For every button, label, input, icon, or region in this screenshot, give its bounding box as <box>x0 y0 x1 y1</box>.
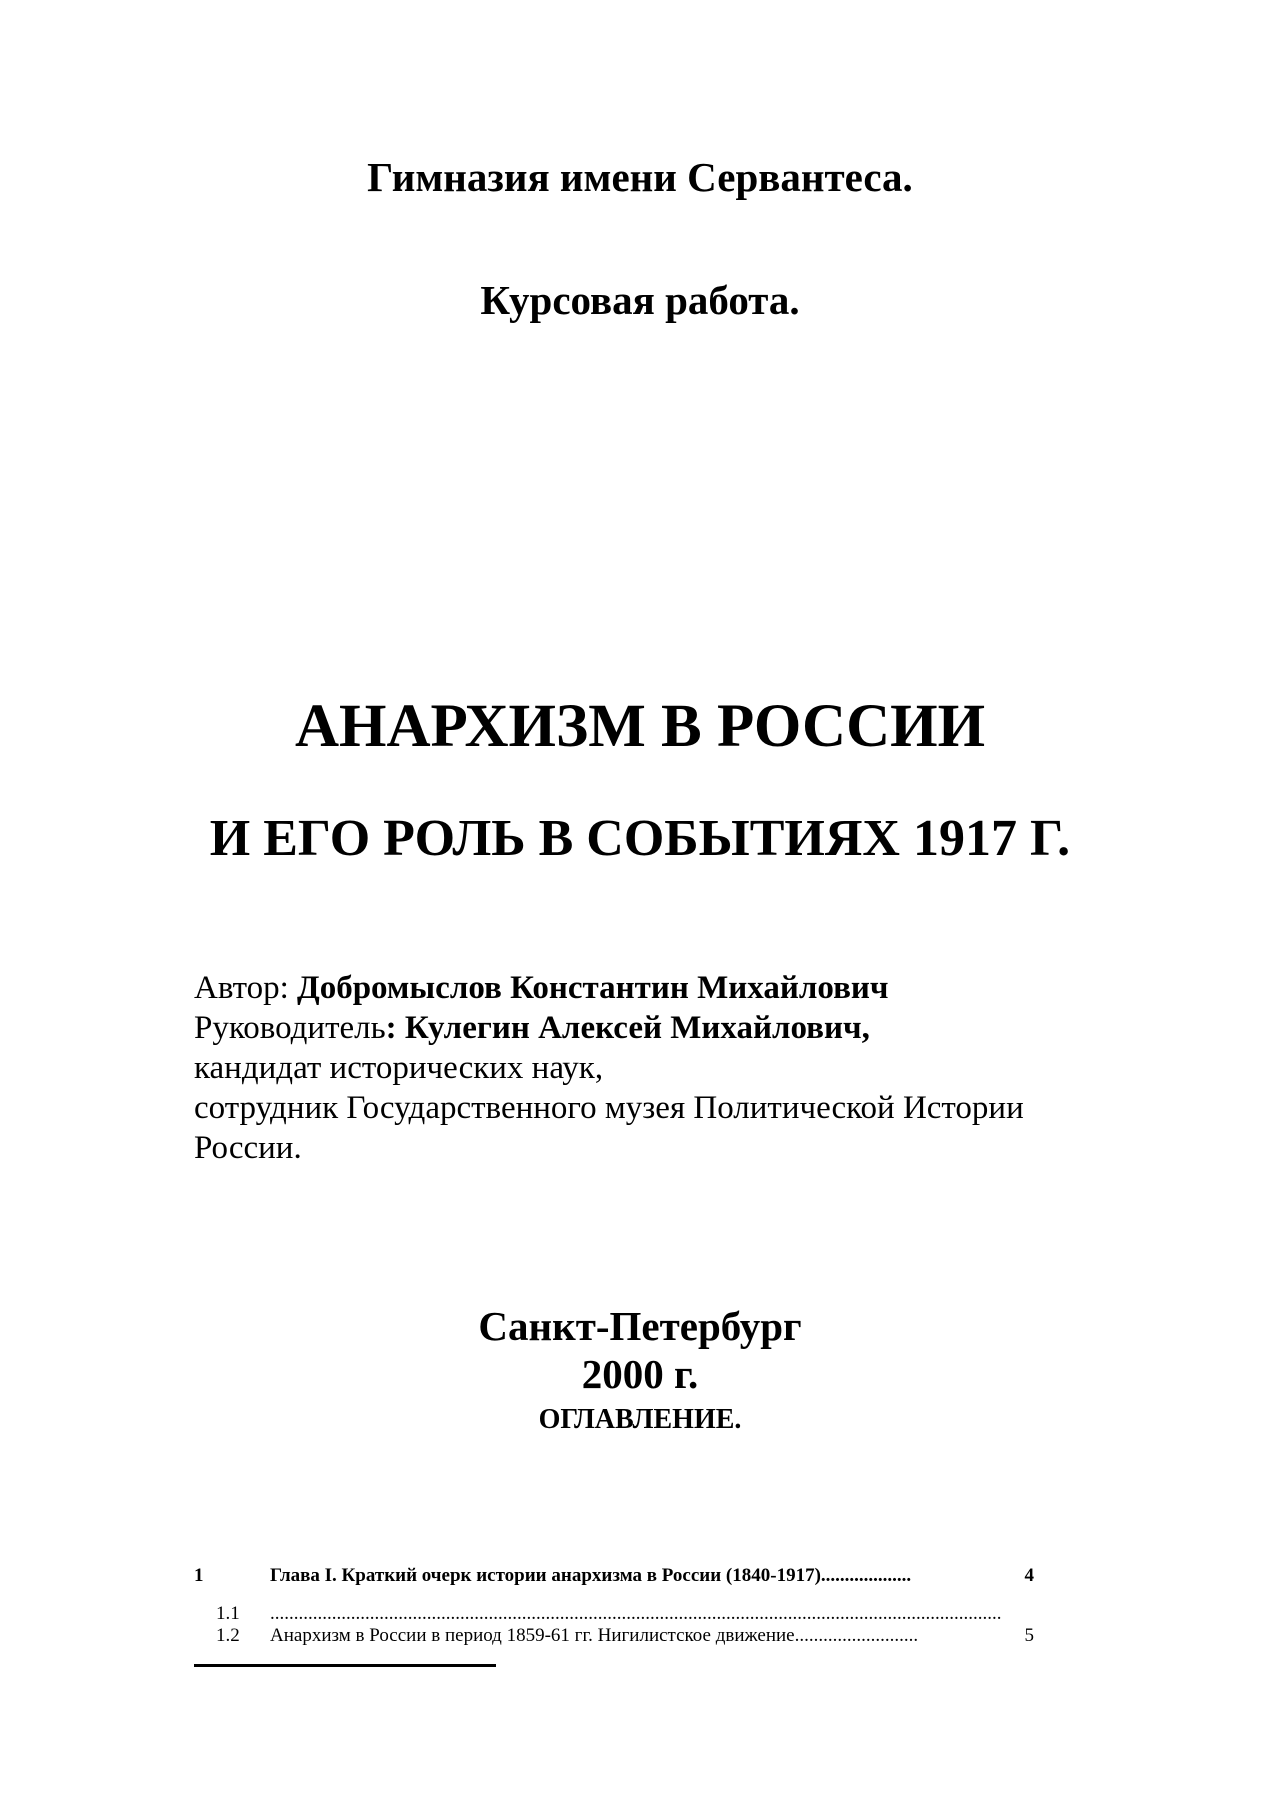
school-name: Гимназия имени Сервантеса. <box>367 154 913 200</box>
toc-entry-title <box>270 1622 1018 1650</box>
toc-entry-number: 1 <box>194 1565 204 1586</box>
supervisor-degree: кандидат исторических наук, <box>194 1050 604 1086</box>
toc-entry-text: Анархизм в России в период 1859-61 гг. Нигилистское движение <box>270 1625 795 1646</box>
author-name: Добромыслов Константин Михайлович <box>297 970 889 1006</box>
toc-leader-dots: .......................... <box>794 1625 919 1646</box>
toc-entry-text: Глава I. Краткий очерк истории анархизма в России (1840-1917) <box>270 1565 821 1586</box>
footnote-separator <box>194 1664 496 1667</box>
toc-entry-page: 5 <box>1024 1625 1034 1646</box>
work-type: Курсовая работа. <box>480 277 800 323</box>
year: 2000 г. <box>581 1351 699 1397</box>
toc-entry[interactable] <box>194 1622 1034 1650</box>
toc-entry-page: 4 <box>1024 1565 1034 1586</box>
supervisor-job-continued: России. <box>194 1130 302 1166</box>
author-label: Автор: <box>194 970 297 1006</box>
toc-entry-number: 1.2 <box>216 1625 240 1646</box>
toc-leader-dots: ................... <box>820 1565 912 1586</box>
toc-heading: ОГЛАВЛЕНИЕ. <box>538 1404 742 1435</box>
toc-entry-title <box>270 1562 1018 1590</box>
toc-entry[interactable] <box>194 1562 1034 1590</box>
supervisor-name: : Кулегин Алексей Михайлович, <box>385 1010 870 1046</box>
city: Санкт-Петербург <box>478 1303 802 1349</box>
supervisor-line <box>194 1008 1194 1048</box>
supervisor-label: Руководитель <box>194 1010 386 1046</box>
toc-leader-dots: .......................................................................................................................................................... <box>270 1603 1002 1624</box>
toc-entry-number: 1.1 <box>216 1603 240 1624</box>
supervisor-job: сотрудник Государственного музея Политической Истории <box>194 1090 1024 1126</box>
document-title: АНАРХИЗМ В РОССИИ <box>294 693 986 760</box>
author-line <box>194 968 1194 1008</box>
document-subtitle: И ЕГО РОЛЬ В СОБЫТИЯХ 1917 Г. <box>209 810 1071 867</box>
